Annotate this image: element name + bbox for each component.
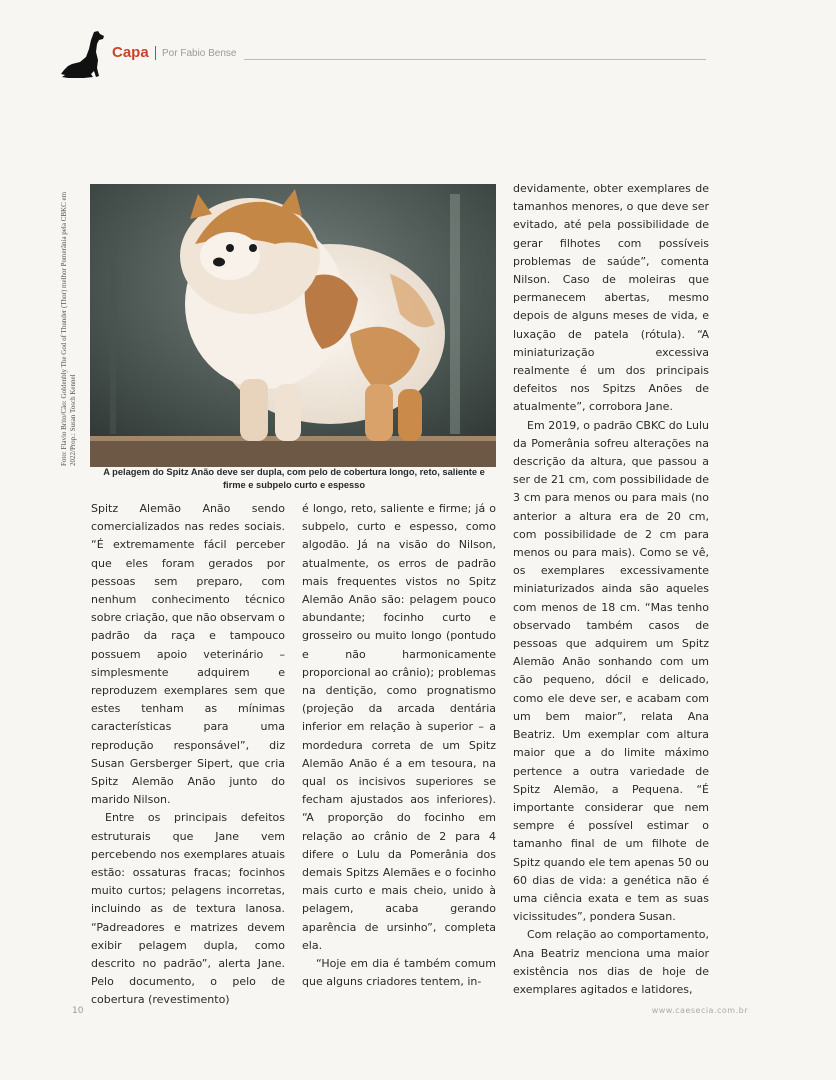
dog-photo	[90, 184, 496, 467]
header-rule	[244, 59, 706, 60]
paragraph: Em 2019, o padrão CBKC do Lulu da Pomerânia sofreu alterações na descrição da altura, que passou a ser de 21 cm, com possibilidade de 3 cm para menos ou para mais (no anterior a altura era de 20 cm, com possibilidade de 2 cm para menos ou para mais). Como se vê, os exemplares excessivamente miniaturizados ainda são aqueles com menos de 18 cm. “Mas tenho observado também casos de pessoas que adquirem um Spitz Alemão Anão sonhando com um cão pequeno, dócil e delicado, como ele deve ser, e acabam com um bem maior”, relata Ana Beatriz. Um exemplar com altura maior que a do limite máximo pertence a outra variedade de Spitz Alemão, a Pequena. “É importante considerar que nem sempre é possível estimar o tamanho final de um filhote de Spitz quando ele tem apenas 50 ou 60 dias de vida: a genética não é uma ciência exata e tem as suas vicissitudes”, pondera Susan.	[513, 418, 709, 924]
photo-credit-text: Foto: Flavio Brito/Cão: Goldenbly The God of Thunder (Thor) melhor Pomerânia pela CBKC em 2022/Prop.: Susan Tosch Kennel	[60, 191, 77, 466]
article-column-3	[513, 180, 709, 999]
pomeranian-illustration	[90, 184, 496, 467]
site-url: www.caesecia.com.br	[651, 1006, 748, 1015]
photo-caption: A pelagem do Spitz Anão deve ser dupla, com pelo de cobertura longo, reto, saliente e firme e subpelo curto e espesso	[103, 467, 485, 490]
section-label: Capa	[112, 44, 149, 61]
photo-credit	[58, 186, 92, 466]
header-separator	[155, 46, 156, 60]
page-number: 10	[72, 1006, 84, 1016]
byline: Por Fabio Bense	[162, 48, 237, 59]
paragraph: Entre os principais defeitos estruturais que Jane vem percebendo nos exemplares atuais estão: ossaturas fracas; focinhos muito curtos; pelagens incorretas, incluindo as de textura lanosa. “Padreadores e matrizes devem exibir pelagem dupla, como descrito no padrão”, alerta Jane. Pelo documento, o pelo de cobertura (revestimento)	[91, 811, 285, 1007]
paragraph: é longo, reto, saliente e firme; já o subpelo, curto e espesso, como algodão. Já na visão do Nilson, atualmente, os erros de padrão mais frequentes vistos no Spitz Alemão Anão são: pelagem pouco abundante; focinho curto e grosseiro ou muito longo (pontudo e não harmonicamente proporcional ao crânio); problemas na dentição, como prognatismo (projeção da arcada dentária inferior em relação à superior – a mordedura correta de um Spitz Alemão Anão é a em tesoura, na qual os incisivos superiores se fecham ajustados aos inferiores). “A proporção do focinho em relação ao crânio de 2 para 4 difere o Lulu da Pomerânia dos demais Spitzs Alemães e o focinho mais curto e mais cheio, unido à pelagem, acaba gerando aparência de ursinho”, completa ela.	[302, 502, 496, 952]
article-column-2	[302, 500, 496, 991]
dog-silhouette-icon	[58, 30, 106, 80]
article-column-1	[91, 500, 285, 1010]
paragraph: Spitz Alemão Anão sendo comercializados nas redes sociais. “É extremamente fácil perceber que eles foram gerados por pessoas sem preparo, com nenhum conhecimento técnico sobre criação, que não observam o padrão da raça e tampouco possuem apoio veterinário – simplesmente adquirem e reproduzem exemplares sem que estes tenham as mínimas características para uma reprodução responsável”, diz Susan Gersberger Sipert, que cria Spitz Alemão Anão junto do marido Nilson.	[91, 502, 285, 807]
paragraph: devidamente, obter exemplares de tamanhos menores, o que deve ser evitado, até pela possibilidade de gerar filhotes com possíveis problemas de saúde”, comenta Nilson. Caso de moleiras que permanecem abertas, mesmo depois de alguns meses de vida, e luxação de patela (rótula). “A miniaturização excessiva realmente é um dos principais defeitos nos Spitzs Anões de atualmente”, corrobora Jane.	[513, 182, 709, 414]
paragraph: “Hoje em dia é também comum que alguns criadores tentem, in-	[302, 957, 496, 989]
paragraph: Com relação ao comportamento, Ana Beatriz menciona uma maior existência nos dias de hoje de exemplares agitados e latidores,	[513, 928, 709, 996]
page-header	[58, 28, 718, 84]
